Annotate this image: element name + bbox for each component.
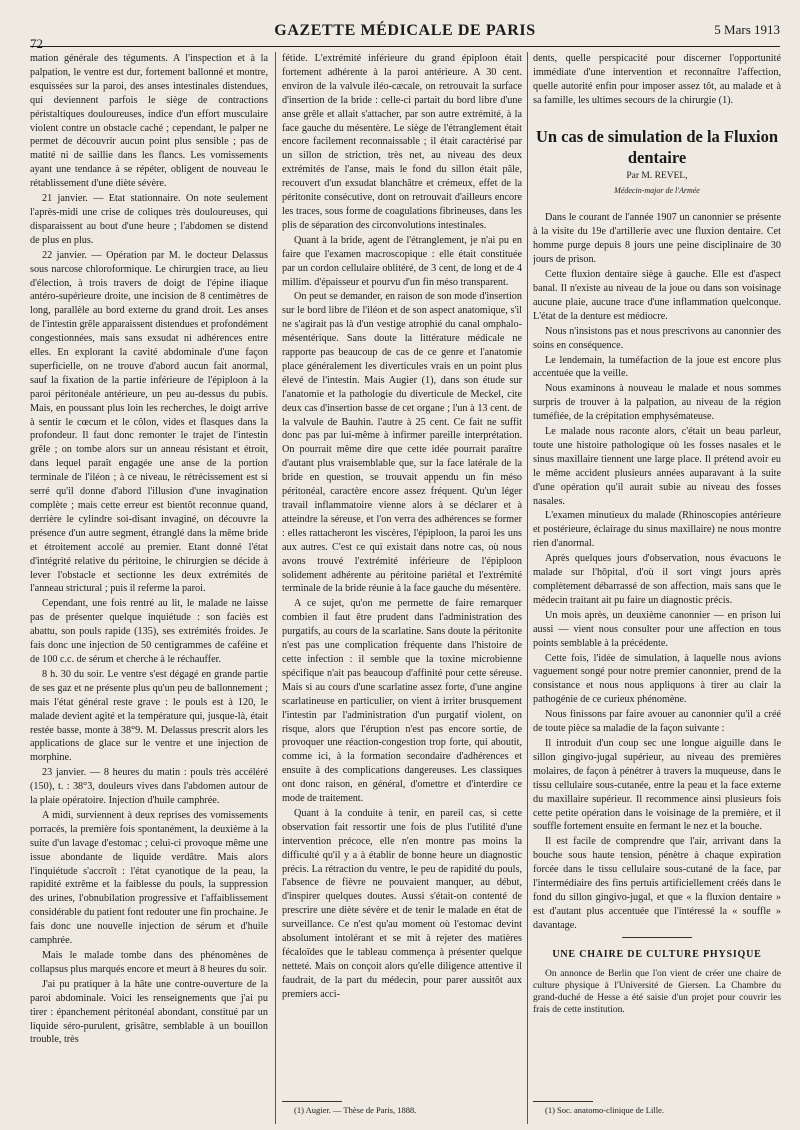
paragraph: Cette fluxion dentaire siège à gauche. Elle est d'aspect banal. Il n'existe au niveau de la joue ou dans son voisinage aucune plaie, aucune trace d'une inflammation quelconque. L'état de la denture est médiocre. [533,269,781,322]
footnote: (1) Soc. anatomo-clinique de Lille. [545,1105,664,1115]
column-3-footnote [533,1097,781,1124]
paragraph: A ce sujet, qu'on me permette de faire remarquer combien il faut être prudent dans l'administration des purgatifs, au cours de la scarlatine. Sans doute la péritonite n'est pas une complication fréquente dans l'histoire de cette infection : il semble que la toxine microbienne spécifique n'ait pas beaucoup d'affinité pour cette séreuse. Mais si au cours d'une scarlatine assez forte, d'une angine scarlatineuse en particulier, on vient à irriter brusquement l'intestin par l'administration d'un purgatif violent, on risque, alors que l'éruption n'est pas encore sortie, de provoquer une réaction-congestion trop forte, qui aboutit, comme ici, à la formation secondaire d'adhérences et ensuite à des complications dangereuses. Les classiques ont donc raison, en général, d'omettre et d'interdire ce mode de traitement. [282,598,522,805]
page-number: 72 [30,36,43,51]
article-author: Par M. REVEL, [626,170,688,181]
paragraph: 8 h. 30 du soir. Le ventre s'est dégagé en grande partie de ses gaz et ne présente plus qu'un peu de ballonnement ; mais l'état général reste grave : le pouls est à 120, le malade devient agité et la température qui, jusque-là, était restée basse, monte à 38°9. M. Delassus prescrit alors les applications de glace sur le ventre et une injection de morphine. [30,668,268,764]
header-rule [30,46,780,47]
column-divider [527,52,528,1124]
paragraph: Quant à la conduite à tenir, en pareil cas, si cette observation fait ressortir une fois de plus l'utilité d'une intervention précoce, elle n'en montre pas moins la difficulté qu'il y a à établir de bonne heure un diagnostic précis. La rétraction du ventre, le peu de rapidité du pouls, l'absence de fièvre ne pouvaient manquer, au début, d'inspirer quelques doutes. Aussi s'était-on contenté de prescrire une diète sévère et de tenir le malade en état de surveillance. Ce n'est qu'au moment où l'estomac devint absolument intolérant et se mit à rejeter des matières fécaloïdes que le tableau commença à présenter quelque netteté. Mais on conçoit alors qu'elle diligence attentive il faudrait, de la part du médecin, pour parer aussitôt aux premiers acci- [282,807,522,1000]
paragraph: mation générale des téguments. A l'inspection et à la palpation, le ventre est dur, fortement ballonné et montre, esquissées sur la paroi, des anses intestinales distendues, qui deviennent parfois le siège de contractions péristaltiques douloureuses, indice d'un effort musculaire violent contre un obstacle caché ; cependant, le palper ne permet de découvrir aucun point plus sensible ; pas de matité ni de saillie dans les flancs. Les vomissements ayant une tendance à se répéter, obligent de nouveau le rétablissement d'une diète sévère. [30,53,268,190]
paragraph: 22 janvier. — Opération par M. le docteur Delassus sous narcose chloroformique. Le chirurgien trace, au lieu d'élection, à trois travers de doigt de l'épine iliaque antéro-supérieure droite, une incision de 8 centimètres de long, parallèle au bord externe du grand droit. Les anses de l'intestin grêle apparaissent distendues et profondément congestionnées, mais sans exsudat ni adhérences entre elles. En explorant la cavité abdominale d'une façon superficielle, on ne trouve d'abord aucun fait anormal, sauf la fixation de la partie inférieure de l'épiploon à la paroi péritonéale antérieure, un peu au-dessus du pubis. Mais, en poussant plus loin les recherches, le doigt arrive à sentir le cœcum et le côlon, vides et flasques dans la profondeur. Il faut donc remonter le trajet de l'intestin grêle ; on tombe alors sur un anneau résistant et étroit, dans lequel paraît engagée une anse de la portion terminale de l'iléon ; à ce niveau, le rétrécissement est si serré qu'il donne d'abord l'illusion d'une invagination complète ; mais cette erreur est bientôt reconnue quand, derrière le cylindre soi-disant invaginé, on découvre la présence d'un autre segment, étranglé dans la même bride et étroitement accolé au premier. Etant donné l'état d'intégrité relative du péritoine, le chirurgien se décide à lever l'obstacle et sectionne les deux extrémités de l'anneau strictural ; puis il referme la paroi. [30,249,268,595]
footnote-rule [533,1101,593,1102]
column-2-footnote [282,1097,522,1124]
paragraph: A midi, surviennent à deux reprises des vomissements porracés, la première fois spontanément, la deuxième à la suite d'un lavage d'estomac ; celui-ci provoque même une issue abondante de liquide verdâtre. Mais alors l'inquiétude s'accroît : l'état cyanotique de la peau, la rapidité extrême et la faiblesse du pouls, la suppression des urines, l'obnubilation progressive et l'affaiblissement considérable du patient font redouter une fin prochaine. Je fais donc une nouvelle injection de sérum et d'huile camphrée. [30,809,268,947]
paragraph: Nous n'insistons pas et nous prescrivons au canonnier des soins en conséquence. [533,325,781,351]
paragraph: dents, quelle perspicacité pour discerner l'opportunité immédiate d'une intervention et reconnaître l'affection, quelle autorité enfin pour imposer assez tôt, au malade et à sa famille, les ultimes secours de la chirurgie (1). [533,53,781,106]
page-header [30,20,780,51]
paragraph: Mais le malade tombe dans des phénomènes de collapsus plus marqués encore et meurt à 8 heures du soir. [30,950,268,975]
column-divider [275,52,276,1124]
column-2 [282,52,522,1097]
paragraph: Dans le courant de l'année 1907 un canonnier se présente à la visite du 19e d'artillerie avec une fluxion dentaire. Cet homme purge depuis 8 jours une peine disciplinaire de 30 jours de prison. [533,212,781,266]
paragraph: Le malade nous raconte alors, c'était un beau parleur, toute une histoire pathologique où les fosses nasales et le sinus maxillaire tiennent une large place. Il prétend avoir eu le même accident plusieurs années auparavant à la suite d'une opération qu'il aurait subie au niveau des fosses nasales. [533,426,781,507]
journal-title: GAZETTE MÉDICALE DE PARIS [274,22,536,39]
column-1 [30,52,268,1124]
paragraph: Il introduit d'un coup sec une longue aiguille dans le sillon gingivo-jugal supérieur, au niveau des premières molaires, de façon à pénétrer à travers la muqueuse, dans le tissu cellulaire sous-cutanée, entre la peau et la face externe du maxillaire supérieur. Il recommence ainsi plusieurs fois cette petite opération dans le voisinage de la première, et il souffle fortement ensuite en fermant le nez et la bouche. [533,737,781,833]
paragraph: 23 janvier. — 8 heures du matin : pouls très accéléré (150), t. : 38°3, douleurs vives dans l'abdomen autour de la plaie opératoire. Injection d'huile camphrée. [30,767,268,807]
paragraph: On peut se demander, en raison de son mode d'insertion sur le bord libre de l'iléon et de son aspect anatomique, s'il ne s'agirait pas là d'un vestige atrophié du canal omphalo-mésentérique. Sans doute la littérature médicale ne rapporte pas beaucoup de cas de ce genre et l'anatomie place généralement les diverticules vrais en un point plus élevé de l'intestin. Mais Augier (1), dans son étude sur l'anatomie et la pathologie du diverticule de Meckel, cite deux cas d'insertion basse de cet organe ; l'un à 13 cent. de la valvule de Bauhin. l'autre à 25 cent. Ce fait ne suffit donc pas par lui-même à infirmer pareille interprétation. On pourrait même dire que cette idée pourrait paraître d'autant plus vraisemblable que, sur la face latérale de la bride en question, se trouvait appendu un fin méso péritonéal, caractère encore assez fréquent. Qu'un léger travail inflammatoire vienne alors à se déclarer et à atteindre la séreuse, et l'on verra des adhérences se former : elles rattacheront les viscères, l'épiploon, la paroi les uns aux autres. C'est ce qui existait dans notre cas, où nous avons trouvé l'extrémité inférieure de l'épiploon solidement adhérente au péritoine pariétal et l'extrémité terminale de la bride réunie à la face gauche du mésentère. [282,291,522,595]
paragraph: fétide. L'extrémité inférieure du grand épiploon était fortement adhérente à la paroi antérieure. A 30 cent. environ de la valvule iléo-cæcale, on retrouvait la surface d'insertion de la bride : celle-ci partait du bord libre d'une anse grêle et allait s'attacher, par son autre extrémité, à la face gauche du mésentère. Le siège de l'étranglement était encore facilement reconnaissable ; il était caractérisé par un sillon de striction, très net, au niveau des deux extrémités de l'anse, mais le fond du sillon était pâle, recouvert d'un exsudat blanchâtre et crémeux, effet de la péritonite consécutive, dont on retrouvait d'ailleurs encore les traces, sous forme de coagulations fibrineuses, dans les plis de séparation des circonvolutions intestinales. [282,53,522,231]
author-role: Médecin-major de l'Armée [614,185,700,195]
paragraph: Quant à la bride, agent de l'étranglement, je n'ai pu en faire que l'examen macroscopique : elle était constituée par un cordon cellulaire oblitéré, de 3 cent, de long et de 4 millim. d'épaisseur et pourvu d'un fin méso transparent. [282,234,522,288]
article-title: Un cas de simulation de la Fluxion dentaire [535,126,779,167]
paragraph: Le lendemain, la tuméfaction de la joue est encore plus accentuée que la veille. [533,354,781,380]
paragraph: Il est facile de comprendre que l'air, arrivant dans la bouche sous haute tension, pénètre à chaque expiration forcée dans le tissu cellulaire sous-cutané de la face, par l'intermédiaire des fins pertuis artificiellement créés dans le fond du sillon gingivo-jugal, et que « la fluxion dentaire » est d'autant plus accentuée que l'intéressé la « souffle » davantage. [533,836,781,931]
paragraph: Un mois après, un deuxième canonnier — en prison lui aussi — vient nous consulter pour une affection en tous points semblable à la précédente. [533,609,781,649]
section-separator [622,937,692,938]
section-text: On annonce de Berlin que l'on vient de créer une chaire de culture physique à l'Université de Giersen. La Chambre du grand-duché de Hesse a été saisie d'un projet pour couvrir les frais de cette institution. [533,968,781,1015]
paragraph: J'ai pu pratiquer à la hâte une contre-ouverture de la paroi abdominale. Voici les renseignements que j'ai pu tirer : épanchement péritonéal abondant, constitué par un liquide séro-purulent, grisâtre, semblable à un bouillon trouble, très [30,978,268,1046]
paragraph: 21 janvier. — Etat stationnaire. On note seulement l'après-midi une crise de coliques très douloureuses, qui disparaissent au bout d'une heure ; l'abdomen se distend de plus en plus. [30,193,268,246]
column-3 [533,52,781,1124]
paragraph: Après quelques jours d'observation, nous évacuons le malade sur l'hôpital, d'où il sort vingt jours après complètement débarrassé de son affection, mais sans que le médecin traitant ait pu faire un diagnostic précis. [533,553,781,606]
issue-date: 5 Mars 1913 [714,22,780,37]
paragraph: L'examen minutieux du malade (Rhinoscopies antérieure et postérieure, éclairage du sinus maxillaire) ne nous montre rien d'anormal. [533,510,781,550]
paragraph: Nous finissons par faire avouer au canonnier qu'il a créé de toute pièce sa maladie de la façon suivante : [533,709,781,735]
paragraph: Nous examinons à nouveau le malade et nous sommes surpris de trouver à la palpation, au niveau de la région tuméfiée, de la crépitation emphysémateuse. [533,383,781,423]
section-title: UNE CHAIRE DE CULTURE PHYSIQUE [552,948,762,960]
paragraph: Cette fois, l'idée de simulation, à laquelle nous avions vaguement songé pour notre premier canonnier, prend de la consistance et nous nous appliquons à tirer au clair la pathogénie de ce curieux phénomène. [533,652,781,706]
footnote: (1) Augier. — Thèse de Paris, 1888. [294,1105,417,1115]
footnote-rule [282,1101,342,1102]
paragraph: Cependant, une fois rentré au lit, le malade ne laisse pas de présenter quelque inquiétude : son faciès est abattu, son pouls rapide (135), ses extrémités froides. Je fais donc une injection de 50 centigrammes de caféine et de 100 c.c. de sérum et cherche à le réchauffer. [30,598,268,665]
